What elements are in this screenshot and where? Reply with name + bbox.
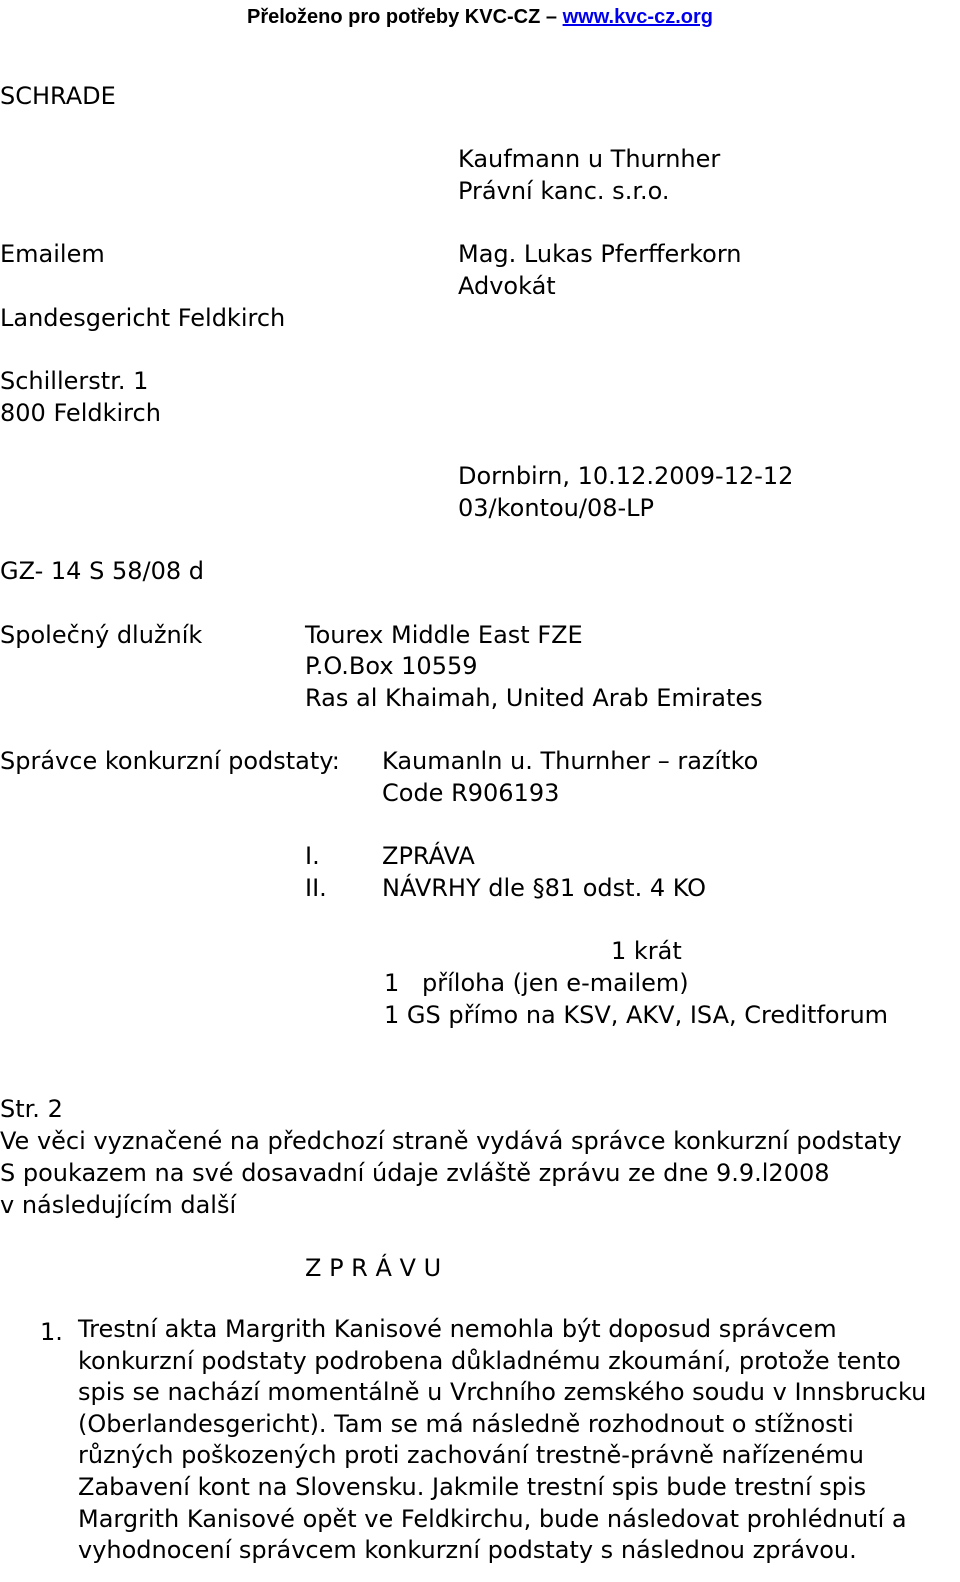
debtor-pobox: P.O.Box 10559 <box>305 652 478 680</box>
court-name: Landesgericht Feldkirch <box>0 304 286 332</box>
letterhead: SCHRADE <box>0 82 116 110</box>
attachment-count: 1 <box>384 969 400 997</box>
firm-type: Právní kanc. s.r.o. <box>458 177 670 205</box>
paragraph-line: konkurzní podstaty podrobena důkladnému zkoumání, protože tento <box>78 1346 901 1375</box>
lawyer-name: Mag. Lukas Pferfferkorn <box>458 240 742 268</box>
copies-count: 1 krát <box>611 937 682 965</box>
distribution-note: 1 GS přímo na KSV, AKV, ISA, Creditforum <box>384 1001 889 1029</box>
report-heading: Z P R Á V U <box>305 1254 442 1282</box>
administrator-name: Kaumanln u. Thurnher – razítko <box>382 747 759 775</box>
section-title: NÁVRHY dle §81 odst. 4 KO <box>382 874 707 902</box>
intro-line: v následujícím další <box>0 1191 237 1219</box>
translation-header <box>0 4 960 30</box>
paragraph-line: Zabavení kont na Slovensku. Jakmile trestní spis bude trestní spis <box>78 1472 867 1501</box>
page-label: Str. 2 <box>0 1095 63 1123</box>
paragraph-line: (Oberlandesgericht). Tam se má následně rozhodnout o stížnosti <box>78 1409 854 1438</box>
letter-date: Dornbirn, 10.12.2009-12-12 <box>458 462 794 490</box>
section-number: I. <box>305 842 320 870</box>
debtor-address: Ras al Khaimah, United Arab Emirates <box>305 684 763 712</box>
section-number: II. <box>305 874 327 902</box>
administrator-code: Code R906193 <box>382 779 560 807</box>
administrator-label: Správce konkurzní podstaty: <box>0 747 340 775</box>
paragraph-line: Trestní akta Margrith Kanisové nemohla být doposud správcem <box>78 1315 837 1343</box>
court-street: Schillerstr. 1 <box>0 367 149 395</box>
intro-line: S poukazem na své dosavadní údaje zvláště zprávu ze dne 9.9.l2008 <box>0 1159 830 1187</box>
header-link[interactable]: www.kvc-cz.org <box>562 6 713 28</box>
header-text: Přeloženo pro potřeby KVC-CZ – <box>246 6 563 28</box>
section-title: ZPRÁVA <box>382 842 475 870</box>
paragraph-line: vyhodnocení správcem konkurzní podstaty s následnou zprávou. <box>78 1536 857 1565</box>
case-number: GZ- 14 S 58/08 d <box>0 557 204 585</box>
firm-name: Kaufmann u Thurnher <box>458 145 721 173</box>
reference-number: 03/kontou/08-LP <box>458 494 654 522</box>
intro-line: Ve věci vyznačené na předchozí straně vydává správce konkurzní podstaty <box>0 1127 902 1155</box>
item-paragraph <box>78 1314 958 1567</box>
court-city: 800 Feldkirch <box>0 399 161 427</box>
debtor-name: Tourex Middle East FZE <box>305 621 583 649</box>
lawyer-role: Advokát <box>458 272 556 300</box>
delivery-method: Emailem <box>0 240 105 268</box>
item-number: 1. <box>40 1318 63 1346</box>
paragraph-line: různých poškozených proti zachování trestně-právně nařízenému <box>78 1441 864 1470</box>
paragraph-line: Margrith Kanisové opět ve Feldkirchu, bude následovat prohlédnutí a <box>78 1504 907 1533</box>
attachment-note: příloha (jen e-mailem) <box>422 969 689 997</box>
paragraph-line: spis se nachází momentálně u Vrchního zemského soudu v Innsbrucku <box>78 1378 927 1407</box>
debtor-label: Společný dlužník <box>0 621 203 649</box>
